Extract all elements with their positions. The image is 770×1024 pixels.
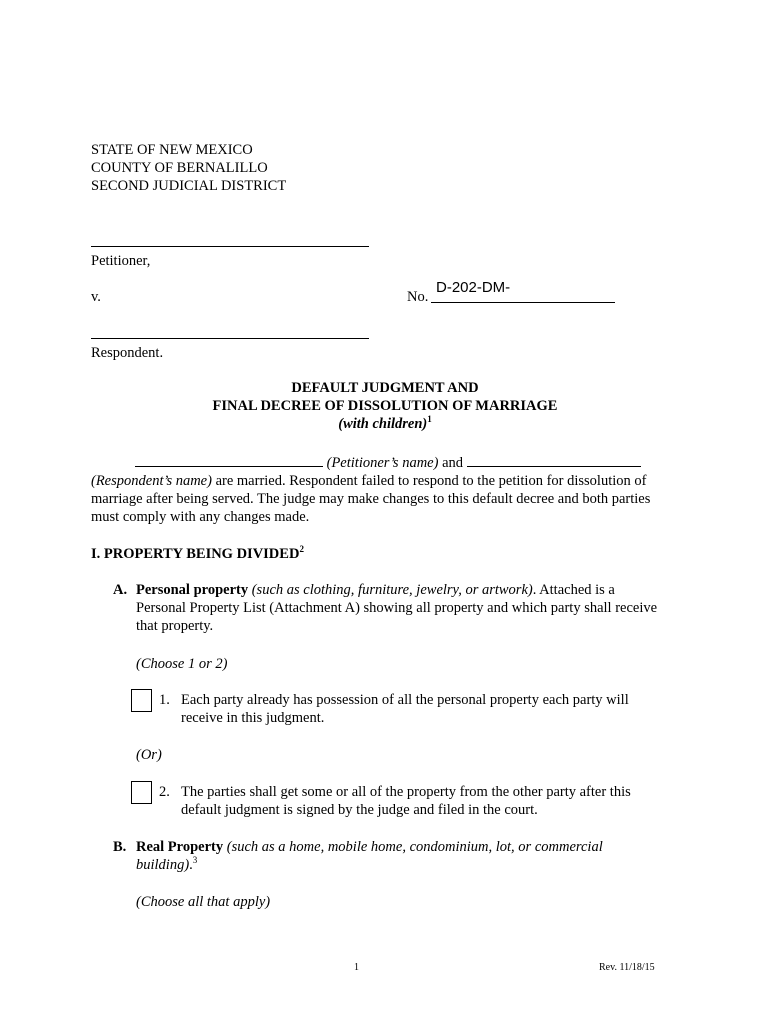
respondent-name-line[interactable] bbox=[91, 338, 369, 339]
respondent-name-field[interactable] bbox=[467, 453, 641, 467]
item-b-letter: B. bbox=[113, 839, 127, 855]
item-a-line-3: that property. bbox=[136, 618, 214, 634]
petitioner-name-hint: (Petitioner’s name) bbox=[326, 455, 439, 471]
footnote-ref-2: 2 bbox=[299, 544, 304, 555]
case-number-line[interactable] bbox=[431, 302, 615, 303]
item-a-line-2: Personal Property List (Attachment A) showing all property and which party shall receive bbox=[136, 600, 658, 616]
item-b-line-2: building).$^3$ bbox=[136, 855, 198, 873]
intro-line-3: marriage after being served. The judge may make changes to this default decree and both parties bbox=[91, 491, 651, 507]
court-header bbox=[91, 141, 286, 195]
title-line-2: FINAL DECREE OF DISSOLUTION OF MARRIAGE bbox=[212, 398, 558, 414]
header-district: SECOND JUDICIAL DISTRICT bbox=[91, 178, 287, 194]
respondent-name-hint: (Respondent’s name) bbox=[91, 473, 212, 489]
option-2-line-2: default judgment is signed by the judge and filed in the court. bbox=[181, 802, 538, 818]
petitioner-label: Petitioner, bbox=[91, 253, 151, 269]
option-2-text bbox=[181, 783, 691, 819]
intro-line-4: must comply with any changes made. bbox=[91, 509, 310, 525]
option-2-line-1: The parties shall get some or all of the property from the other party after this bbox=[181, 784, 631, 800]
option-1-number: 1. bbox=[159, 692, 170, 708]
item-b-line-1: Real Property (such as a home, mobile home, condominium, lot, or commercial bbox=[136, 839, 603, 855]
intro-paragraph bbox=[91, 453, 691, 526]
intro-line-2: (Respondent’s name) are married. Respondent failed to respond to the petition for dissolution of bbox=[91, 473, 647, 489]
item-a-letter: A. bbox=[113, 582, 128, 598]
page-number: 1 bbox=[354, 962, 359, 973]
option-1-line-1: Each party already has possession of all the personal property each party will bbox=[181, 692, 629, 708]
or-label: (Or) bbox=[136, 747, 162, 763]
document-title bbox=[0, 379, 770, 433]
section-1-heading: I. PROPERTY BEING DIVIDED$^2$ bbox=[91, 544, 304, 562]
case-number-label: No. bbox=[407, 289, 429, 305]
respondent-label: Respondent. bbox=[91, 345, 164, 361]
title-line-3: (with children)$^1$ bbox=[338, 414, 432, 432]
item-a-choose: (Choose 1 or 2) bbox=[136, 656, 228, 672]
petitioner-name-field[interactable] bbox=[135, 453, 323, 467]
item-a-text bbox=[136, 581, 696, 635]
option-1-text bbox=[181, 691, 691, 727]
footnote-ref-3: 3 bbox=[192, 855, 198, 866]
option-2-number: 2. bbox=[159, 784, 170, 800]
footnote-ref-1: 1 bbox=[427, 414, 432, 425]
case-number-prefill: D-202-DM- bbox=[436, 279, 511, 296]
option-1-checkbox[interactable] bbox=[131, 689, 152, 712]
petitioner-name-line[interactable] bbox=[91, 246, 369, 247]
intro-line-1: (Petitioner’s name) and bbox=[135, 453, 691, 472]
item-b-text bbox=[136, 838, 696, 874]
option-2-checkbox[interactable] bbox=[131, 781, 152, 804]
title-line-1: DEFAULT JUDGMENT AND bbox=[291, 380, 479, 396]
item-a-line-1: Personal property (such as clothing, furniture, jewelry, or artwork). Attached is a bbox=[136, 582, 615, 598]
header-state: STATE OF NEW MEXICO bbox=[91, 142, 253, 158]
versus-label: v. bbox=[91, 289, 101, 305]
option-1-line-2: receive in this judgment. bbox=[181, 710, 325, 726]
header-county: COUNTY OF BERNALILLO bbox=[91, 160, 268, 176]
revision-date: Rev. 11/18/15 bbox=[599, 962, 655, 973]
item-b-choose: (Choose all that apply) bbox=[136, 894, 271, 910]
